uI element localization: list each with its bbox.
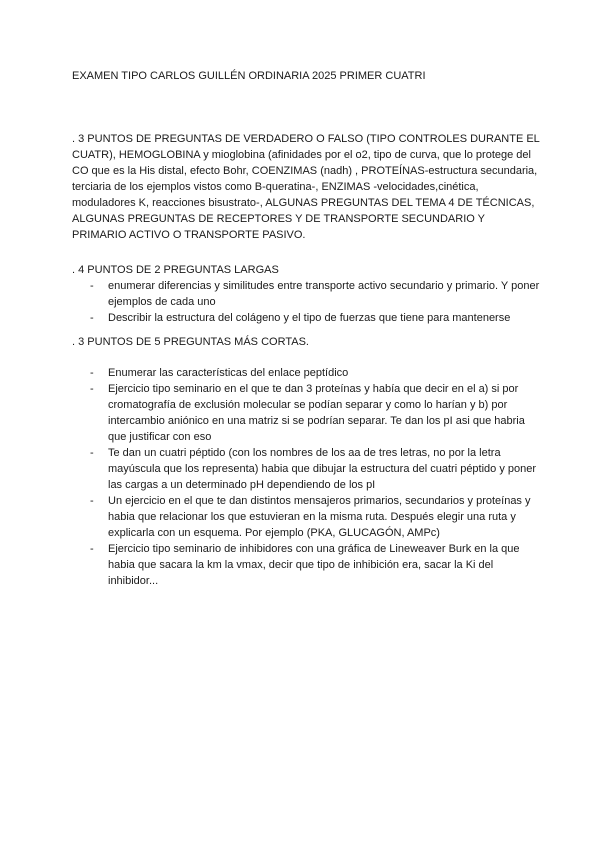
section-3-heading: . 3 PUNTOS DE 5 PREGUNTAS MÁS CORTAS. — [72, 336, 309, 348]
list-item: - Ejercicio tipo seminario en el que te dan 3 proteínas y había que decir en el a) si por cromatografía de exclusión molecular se podían separar y como lo harían y b) por intercambio aniónico en una matriz si se podrían separar. Te dan los pI asi que habria que justificar con eso — [72, 381, 542, 445]
list-item: - Describir la estructura del colágeno y el tipo de fuerzas que tiene para mantenerse — [72, 310, 542, 326]
section-2-heading: . 4 PUNTOS DE 2 PREGUNTAS LARGAS — [72, 264, 279, 276]
list-item: - Te dan un cuatri péptido (con los nombres de los aa de tres letras, no por la letra mayúscula que los representa) habia que dibujar la estructura del cuatri péptido y poner las cargas a un determinado pH dependiendo de los pI — [72, 445, 542, 493]
document-title: EXAMEN TIPO CARLOS GUILLÉN ORDINARIA 2025 PRIMER CUATRI — [72, 70, 426, 82]
section-2-list — [72, 278, 542, 326]
list-item: - Ejercicio tipo seminario de inhibidores con una gráfica de Lineweaver Burk en la que habia que sacara la km la vmax, decir que tipo de inhibición era, sacar la Ki del inhibidor... — [72, 541, 542, 589]
list-item: - enumerar diferencias y similitudes entre transporte activo secundario y primario. Y poner ejemplos de cada uno — [72, 278, 542, 310]
list-item: - Enumerar las características del enlace peptídico — [72, 365, 542, 381]
list-item: - Un ejercicio en el que te dan distintos mensajeros primarios, secundarios y proteínas y habia que relacionar los que estuvieran en la misma ruta. Después elegir una ruta y explicarla con un esquema. Por ejemplo (PKA, GLUCAGÓN, AMPc) — [72, 493, 542, 541]
section-3-list — [72, 365, 542, 589]
section-1-paragraph: . 3 PUNTOS DE PREGUNTAS DE VERDADERO O FALSO (TIPO CONTROLES DURANTE EL CUATR), HEMOGLOBINA y mioglobina (afinidades por el o2, tipo de curva, que lo protege del CO que es la His distal, efecto Bohr, COENZIMAS (nadh) , PROTEÍNAS-estructura secundaria, terciaria de los ejemplos vistos como B-queratina-, ENZIMAS -velocidades,cinética, moduladores K, reacciones bisustrato-, ALGUNAS PREGUNTAS DEL TEMA 4 DE TÉCNICAS, ALGUNAS PREGUNTAS DE RECEPTORES Y DE TRANSPORTE SECUNDARIO Y PRIMARIO ACTIVO O TRANSPORTE PASIVO. — [72, 133, 540, 241]
